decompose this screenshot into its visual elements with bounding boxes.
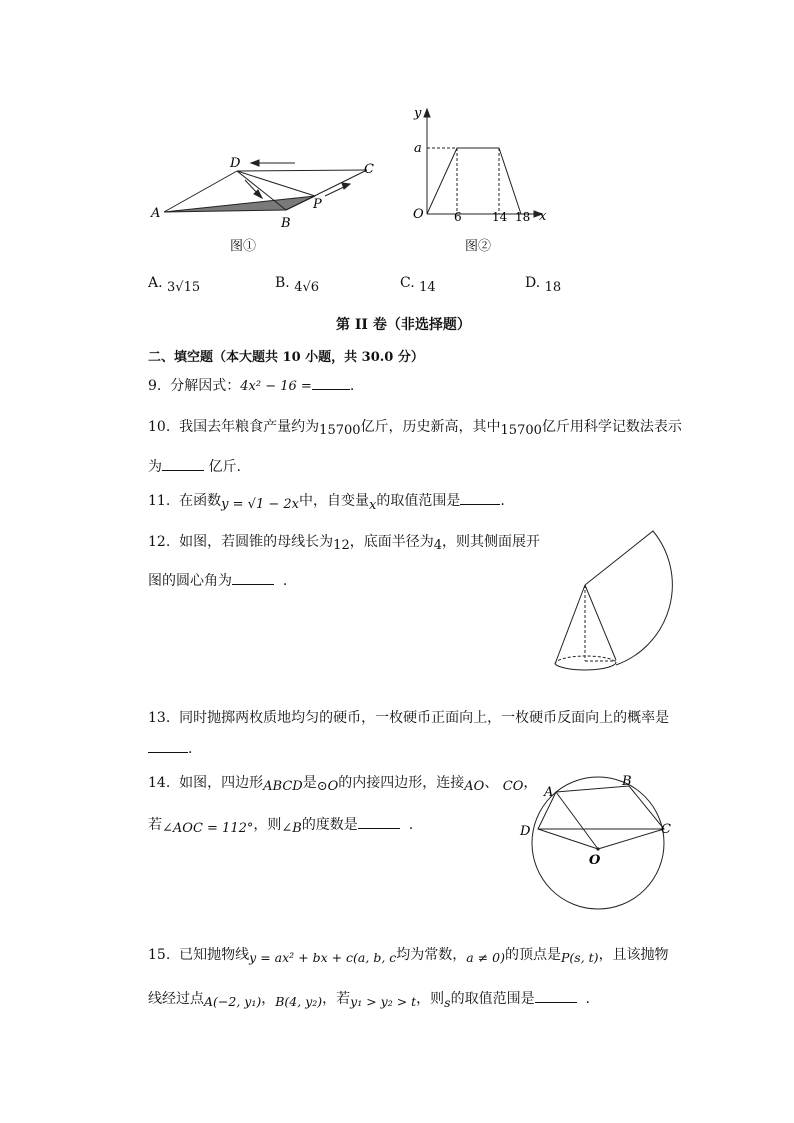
segment-ao <box>556 792 598 849</box>
option-c-value: 14 <box>419 280 436 295</box>
section2-header: 二、填空题（本大题共 10 小题，共 30.0 分） <box>148 350 424 365</box>
q15-text-3: 的顶点是 <box>505 947 561 963</box>
tick-6: 6 <box>454 210 462 224</box>
q15-sep-2: ，若 <box>322 991 351 1007</box>
q10-text-3: 亿斤用科学记数法表示 <box>541 419 682 435</box>
q14-blank <box>358 827 400 829</box>
q11-math-1: y = √1 − 2x <box>221 497 299 512</box>
q14-line2a: 若 <box>148 817 162 833</box>
label-b: B <box>622 774 632 789</box>
q10-line2b: 亿斤. <box>208 459 241 475</box>
part2-title: 第 II 卷（非选择题） <box>336 317 471 333</box>
label-c: C <box>661 822 671 837</box>
q13-end: . <box>188 741 193 757</box>
q14-line2b: ，则 <box>253 817 282 833</box>
center-dot <box>596 847 599 850</box>
axis-y-label: y <box>414 106 422 121</box>
axis-x-label: x <box>539 209 547 224</box>
q11-number: 11. <box>148 493 171 509</box>
q15-blank <box>535 1001 577 1003</box>
q10-math-1: 15700 <box>319 423 361 438</box>
q14-text-1: 如图，四边形 <box>179 775 264 791</box>
q14-number: 14. <box>148 775 171 791</box>
tick-14: 14 <box>492 210 508 224</box>
label-d: D <box>230 156 241 171</box>
option-a-letter: A. <box>148 275 163 291</box>
cone-figure <box>548 528 678 678</box>
q11-math-2: x <box>369 498 377 513</box>
figure-1-caption: 图① <box>230 239 257 254</box>
figure-2 <box>405 100 560 230</box>
q11-text-3: 的取值范围是 <box>376 493 461 509</box>
q11-end: . <box>500 493 505 509</box>
q10-text-1: 我国去年粮食产量约为 <box>179 419 320 435</box>
q15-math-2: a ≠ 0) <box>466 950 505 965</box>
figure-2-caption: 图② <box>465 239 492 254</box>
segment-co <box>598 829 664 849</box>
question-14 <box>148 775 538 794</box>
option-a <box>148 275 201 295</box>
q14-text-5: ， <box>523 775 538 791</box>
q11-text-2: 中，自变量 <box>299 493 369 509</box>
q15-end: . <box>585 991 590 1007</box>
q13-text: 同时抛掷两枚质地均匀的硬币，一枚硬币正面向上，一枚硬币反面向上的概率是 <box>179 710 670 726</box>
q15-text-1: 已知抛物线 <box>179 947 250 963</box>
q15-math-4: A(−2, y₁) <box>204 994 262 1009</box>
q14-line2c: 的度数是 <box>301 817 358 833</box>
q14-math-2: ⊙O <box>316 779 339 794</box>
option-d-letter: D. <box>525 275 541 291</box>
q12-text-1: 如图，若圆锥的母线长为 <box>179 534 334 550</box>
label-c: C <box>364 162 374 177</box>
option-b-letter: B. <box>275 275 290 291</box>
q15-math-6: y₁ > y₂ > t <box>350 994 417 1009</box>
arrow-left-icon <box>251 160 295 166</box>
q15-text-2: 均为常数， <box>396 947 467 963</box>
q10-math-2: 15700 <box>500 423 542 438</box>
q15-math-3: P(s, t) <box>561 950 599 965</box>
option-b-value: 4√6 <box>294 280 320 295</box>
label-p: P <box>313 197 322 212</box>
q9-math: 4x² − 16 = <box>240 379 312 394</box>
graph-line <box>427 148 521 214</box>
question-13-line2 <box>148 742 192 756</box>
q12-text-2: ，底面半径为 <box>349 534 434 550</box>
figure-1 <box>145 148 385 248</box>
question-15-line2 <box>148 991 590 1010</box>
q15-sep-1: ， <box>261 991 276 1007</box>
a-label: a <box>414 141 422 156</box>
q14-end: . <box>408 817 414 833</box>
shaded-triangle-apb <box>164 196 315 212</box>
label-a: A <box>151 206 161 221</box>
q10-text-2: 亿斤，历史新高，其中 <box>360 419 501 435</box>
q9-blank <box>312 388 350 390</box>
q12-math-1: 12 <box>333 538 350 553</box>
label-o: O <box>589 853 601 868</box>
q14-text-2: 是 <box>302 775 317 791</box>
option-b <box>275 275 320 295</box>
question-13 <box>148 711 669 725</box>
question-12 <box>148 534 540 553</box>
q15-math-5: B(4, y₂) <box>275 994 323 1009</box>
q15-number: 15. <box>148 947 171 963</box>
question-14-line2 <box>148 817 414 836</box>
q15-text-4: ，且该抛物 <box>598 947 669 963</box>
question-12-line2 <box>148 574 287 588</box>
option-d <box>525 275 562 295</box>
option-c <box>400 275 436 295</box>
label-b: B <box>281 216 291 231</box>
q12-text-3: ，则其侧面展开 <box>442 534 540 550</box>
q14-text-4: 、 <box>484 775 499 791</box>
tick-18: 18 <box>515 210 531 224</box>
q15-sep-4: 的取值范围是 <box>450 991 535 1007</box>
circle-figure <box>512 768 682 918</box>
q14-math-5: ∠AOC = 112° <box>162 821 254 836</box>
label-d: D <box>520 824 531 839</box>
question-10-line2 <box>148 460 241 474</box>
option-d-value: 18 <box>544 280 562 295</box>
q15-math-7: s <box>444 995 451 1010</box>
q15-sep-3: ，则 <box>416 991 445 1007</box>
sector-outline <box>585 531 672 665</box>
option-a-value: 3√15 <box>167 280 201 295</box>
segment-cb <box>286 170 367 210</box>
cone-base-front <box>555 662 616 670</box>
q9-text: 分解因式： <box>170 378 241 394</box>
q14-math-6: ∠B <box>281 821 302 836</box>
segment-do <box>538 829 598 849</box>
option-c-letter: C. <box>400 275 415 291</box>
question-11 <box>148 493 505 513</box>
q15-line2a: 线经过点 <box>148 991 204 1007</box>
q11-text-1: 在函数 <box>179 493 222 509</box>
question-9 <box>148 379 354 393</box>
q13-blank <box>148 751 188 753</box>
q10-blank <box>162 469 204 471</box>
label-a: A <box>544 785 554 800</box>
q12-math-2: 4 <box>433 538 442 553</box>
q12-line2: 图的圆心角为 <box>148 573 232 589</box>
q9-number: 9. <box>148 378 162 394</box>
q12-blank <box>232 583 274 585</box>
q9-end: . <box>349 378 355 394</box>
y-axis <box>424 109 430 214</box>
q14-math-4: CO <box>502 779 524 794</box>
q14-math-1: ABCD <box>263 779 303 794</box>
q10-number: 10. <box>148 419 171 435</box>
q13-number: 13. <box>148 710 171 726</box>
question-15 <box>148 947 669 965</box>
q12-number: 12. <box>148 534 171 550</box>
segment-dc <box>237 170 367 171</box>
q15-math-1: y = ax² + bx + c(a, b, c <box>249 950 397 965</box>
cone-side-left <box>555 585 585 664</box>
origin-label: O <box>413 207 424 222</box>
q11-blank <box>460 503 500 505</box>
question-10 <box>148 419 682 438</box>
cone-side-right <box>585 585 616 660</box>
q12-end: . <box>282 573 288 589</box>
q10-line2a: 为 <box>148 459 162 475</box>
q14-math-3: AO <box>464 779 485 794</box>
q14-text-3: 的内接四边形，连接 <box>338 775 465 791</box>
